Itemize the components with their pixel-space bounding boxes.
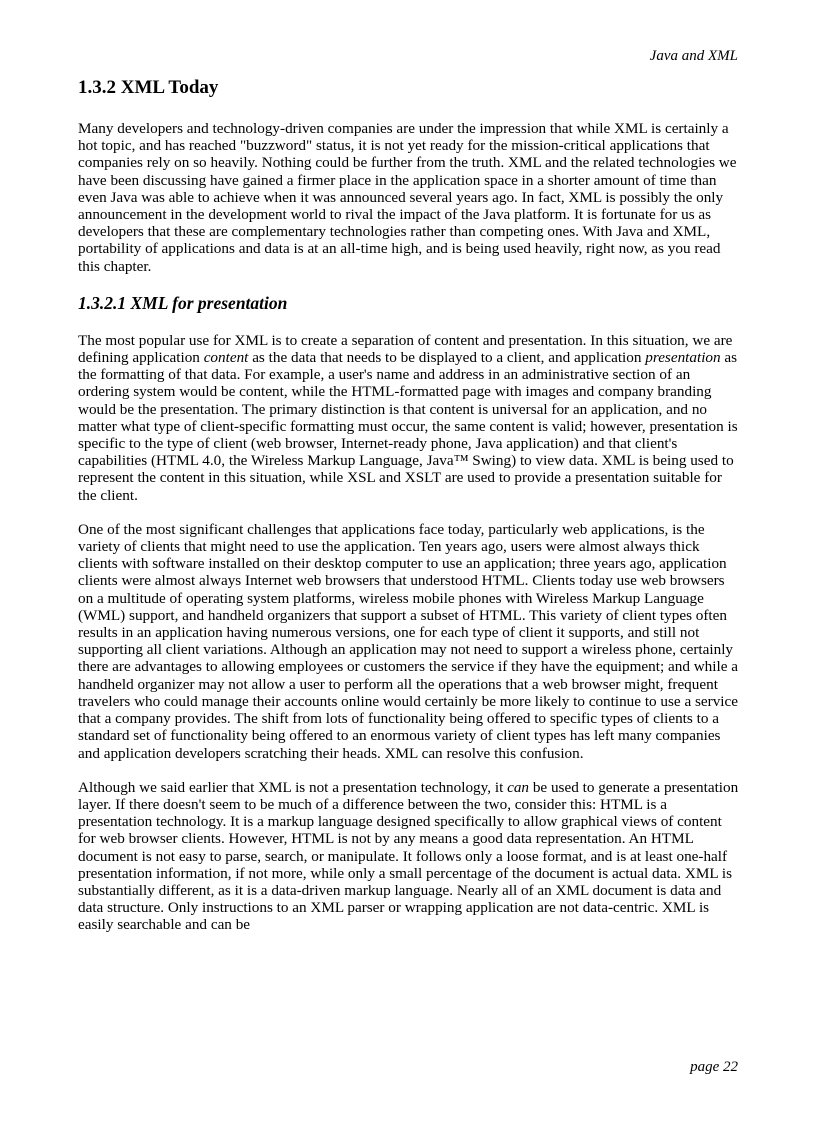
running-header: Java and XML bbox=[649, 48, 738, 64]
paragraph-presentation-3 bbox=[78, 779, 742, 934]
paragraph-xml-today: Many developers and technology-driven companies are under the impression that while XML is certainly a hot topic, and has reached "buzzword" status, it is not yet ready for the mission-critical applications that companies rely on so heavily. Nothing could be further from the truth. XML and the related technologies we have been discussing have gained a firmer place in the application space in a shorter amount of time than even Java was able to achieve when it was announced several years ago. In fact, XML is possibly the only announcement in the development world to rival the impact of the Java platform. It is fortunate for us as developers that these are complementary technologies rather than competing ones. With Java and XML, portability of applications and data is at an all-time high, and is being used heavily, right now, as you read this chapter. bbox=[78, 120, 737, 275]
page-content bbox=[78, 76, 742, 951]
text-run: be used to generate a presentation layer. If there doesn't seem to be much of a difference between the two, consider this: HTML is a presentation technology. It is a markup language designed specifically to allow graphical views of content for web browser clients. However, HTML is not by any means a good data representation. An HTML document is not easy to parse, search, or manipulate. It follows only a loose format, and is at least one-half presentation information, if not more, while only a small percentage of the document is actual data. XML is substantially different, as it is a data-driven markup language. Nearly all of an XML document is data and data structure. Only instructions to an XML parser or wrapping application are not data-centric. XML is easily searchable and can be bbox=[78, 778, 739, 934]
emphasis-content: content bbox=[203, 349, 249, 367]
text-run: The most popular use for XML is to create a separation of content and presentation. In this situation, we are defining application bbox=[78, 331, 733, 367]
text-run: as the data that needs to be displayed to a client, and application bbox=[248, 349, 646, 367]
section-heading: 1.3.2 XML Today bbox=[78, 77, 219, 98]
text-run: Although we said earlier that XML is not a presentation technology, it bbox=[78, 778, 508, 796]
emphasis-presentation: presentation bbox=[645, 349, 721, 367]
page-number: page 22 bbox=[690, 1059, 738, 1075]
emphasis-can: can bbox=[507, 778, 530, 796]
paragraph-presentation-1 bbox=[78, 332, 742, 504]
text-run: as the formatting of that data. For example, a user's name and address in an administrative section of an ordering system would be content, while the HTML-formatted page with images and company branding would be the presentation. The primary distinction is that content is universal for an application, and no matter what type of client-specific formatting must occur, the same content is valid; however, presentation is specific to the type of client (web browser, Internet-ready phone, Java application) and that client's capabilities (HTML 4.0, the Wireless Markup Language, Java™ Swing) to view data. XML is being used to represent the content in this situation, while XSL and XSLT are used to provide a presentation suitable for the client. bbox=[78, 349, 738, 504]
subsection-heading: 1.3.2.1 XML for presentation bbox=[78, 292, 288, 313]
paragraph-presentation-2: One of the most significant challenges that applications face today, particularly web applications, is the variety of clients that might need to use the application. Ten years ago, users were almost always thick clients with software installed on their desktop computer to use an application; three years ago, application clients were almost always Internet web browsers that understood HTML. Clients today use web browsers on a multitude of operating system platforms, wireless mobile phones with Wireless Markup Language (WML) support, and handheld organizers that support a subset of HTML. This variety of client types often results in an application having numerous versions, one for each type of client it supports, and still not supporting all client variations. Although an application may not need to support a wireless phone, certainly there are advantages to allowing employees or customers the service if they have the equipment; and while a handheld organizer may not allow a user to perform all the operations that a web browser might, frequent travelers who could manage their accounts online would certainly be more likely to continue to use a service that a company provides. The shift from lots of functionality being offered to specific types of clients to a standard set of functionality being offered to an enormous variety of client types has left many companies and application developers scratching their heads. XML can resolve this confusion. bbox=[78, 520, 739, 762]
